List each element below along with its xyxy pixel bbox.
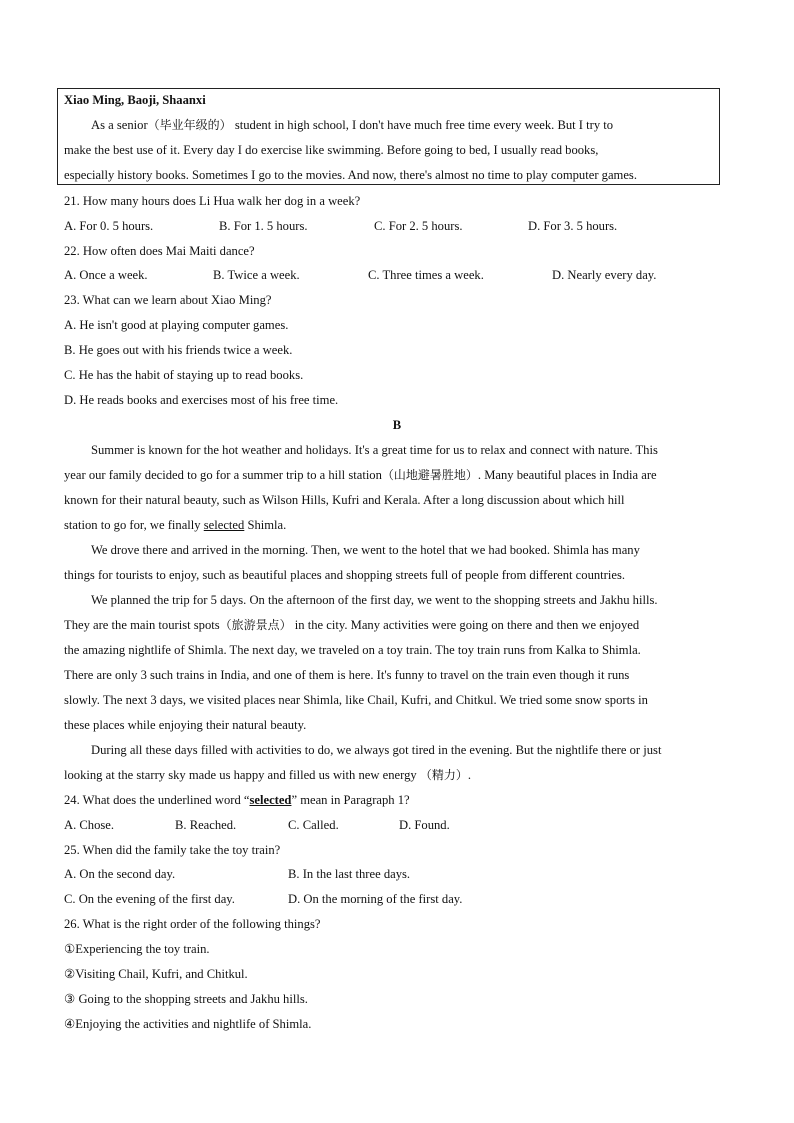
p3-line-5: slowly. The next 3 days, we visited places near Shimla, like Chail, Kufri, and Chitkul. We tried some snow sports in — [64, 693, 648, 707]
p4-line-2: looking at the starry sky made us happy and filled us with new energy （精力）. — [64, 768, 471, 782]
q25-option-a: A. On the second day. — [64, 867, 176, 881]
q21-option-b: B. For 1. 5 hours. — [219, 219, 308, 233]
q21-stem: 21. How many hours does Li Hua walk her dog in a week? — [64, 194, 361, 208]
q26-item-3: ③ Going to the shopping streets and Jakhu hills. — [64, 992, 308, 1006]
q24-stem: 24. What does the underlined word “selected” mean in Paragraph 1? — [64, 793, 410, 807]
q22-option-a: A. Once a week. — [64, 268, 148, 282]
q24-option-d: D. Found. — [399, 818, 450, 832]
q23-stem: 23. What can we learn about Xiao Ming? — [64, 293, 272, 307]
q26-item-2: ②Visiting Chail, Kufri, and Chitkul. — [64, 967, 248, 981]
q22-option-b: B. Twice a week. — [213, 268, 300, 282]
box-title: Xiao Ming, Baoji, Shaanxi — [64, 93, 206, 107]
q21-option-d: D. For 3. 5 hours. — [528, 219, 618, 233]
p2-line-1: We drove there and arrived in the morning. Then, we went to the hotel that we had booked. Shimla has many — [91, 543, 640, 557]
p4-line-1: During all these days filled with activities to do, we always got tired in the evening. But the nightlife there or just — [91, 743, 662, 757]
q21-option-a: A. For 0. 5 hours. — [64, 219, 154, 233]
q24-option-b: B. Reached. — [175, 818, 237, 832]
q25-stem: 25. When did the family take the toy train? — [64, 843, 281, 857]
p1-line-4: station to go for, we finally selected Shimla. — [64, 518, 287, 532]
q23-option-a: A. He isn't good at playing computer games. — [64, 318, 289, 332]
box-line-2: make the best use of it. Every day I do exercise like swimming. Before going to bed, I usually read books, — [64, 143, 599, 157]
p3-line-4: There are only 3 such trains in India, and one of them is here. It's funny to travel on the train even though it runs — [64, 668, 630, 682]
section-b-heading: B — [392, 418, 402, 432]
q21-option-c: C. For 2. 5 hours. — [374, 219, 463, 233]
p1-line-3: known for their natural beauty, such as Wilson Hills, Kufri and Kerala. After a long discussion about which hill — [64, 493, 625, 507]
box-line-3: especially history books. Sometimes I go to the movies. And now, there's almost no time to play computer games. — [64, 168, 637, 182]
p2-line-2: things for tourists to enjoy, such as beautiful places and shopping streets full of people from different countries. — [64, 568, 625, 582]
q25-option-b: B. In the last three days. — [288, 867, 411, 881]
q24-option-a: A. Chose. — [64, 818, 115, 832]
q26-item-4: ④Enjoying the activities and nightlife of Shimla. — [64, 1017, 312, 1031]
p3-line-2: They are the main tourist spots（旅游景点） in the city. Many activities were going on there and then we enjoyed — [64, 618, 640, 632]
q26-stem: 26. What is the right order of the following things? — [64, 917, 321, 931]
q22-option-d: D. Nearly every day. — [552, 268, 657, 282]
p3-line-6: these places while enjoying their natural beauty. — [64, 718, 307, 732]
q23-option-b: B. He goes out with his friends twice a week. — [64, 343, 293, 357]
q24-option-c: C. Called. — [288, 818, 339, 832]
q23-option-c: C. He has the habit of staying up to read books. — [64, 368, 304, 382]
p1-line-1: Summer is known for the hot weather and holidays. It's a great time for us to relax and connect with nature. This — [91, 443, 658, 457]
q22-stem: 22. How often does Mai Maiti dance? — [64, 244, 255, 258]
q23-option-d: D. He reads books and exercises most of his free time. — [64, 393, 339, 407]
q25-option-c: C. On the evening of the first day. — [64, 892, 235, 906]
p3-line-1: We planned the trip for 5 days. On the afternoon of the first day, we went to the shopping streets and Jakhu hills. — [91, 593, 658, 607]
underlined-word-selected: selected — [203, 518, 245, 532]
q25-option-d: D. On the morning of the first day. — [288, 892, 463, 906]
q26-item-1: ①Experiencing the toy train. — [64, 942, 210, 956]
box-line-1: As a senior（毕业年级的） student in high school, I don't have much free time every week. But I try to — [91, 118, 614, 132]
p1-line-2: year our family decided to go for a summer trip to a hill station（山地避暑胜地）. Many beautiful places in India are — [64, 468, 657, 482]
p3-line-3: the amazing nightlife of Shimla. The next day, we traveled on a toy train. The toy train runs from Kalka to Shimla. — [64, 643, 641, 657]
q22-option-c: C. Three times a week. — [368, 268, 484, 282]
